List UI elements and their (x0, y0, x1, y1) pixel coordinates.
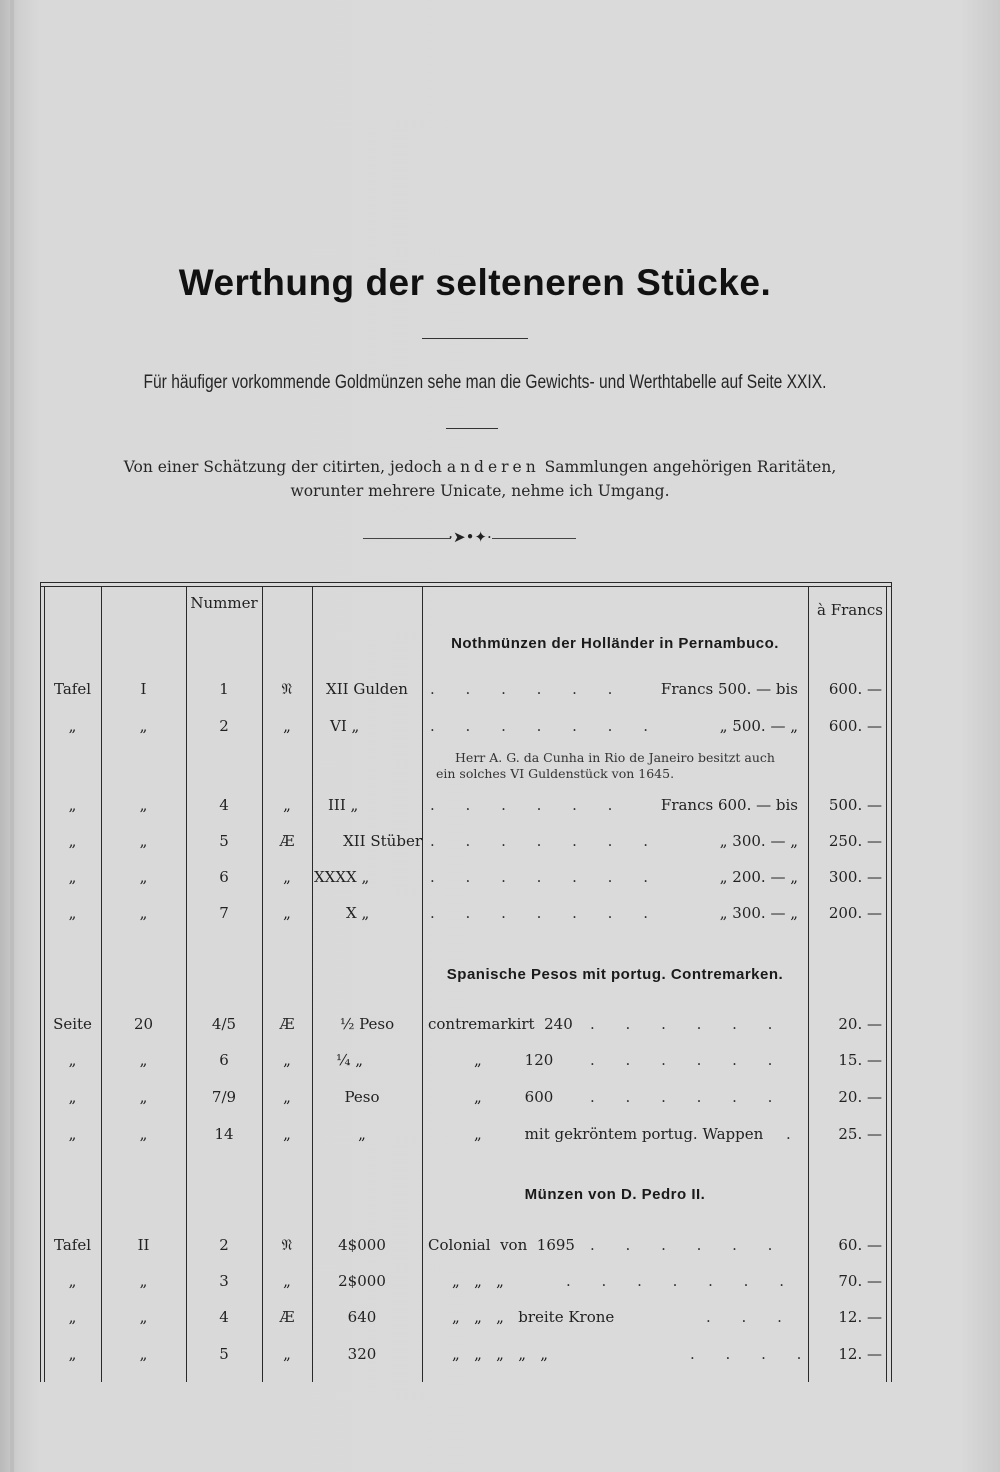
cell-ref: „ (68, 832, 77, 850)
cell-denomination: XII Gulden (326, 680, 408, 698)
table-left-border (40, 582, 41, 1382)
cell-plate: „ (139, 796, 148, 814)
cell-value: 20. — (838, 1088, 882, 1106)
cell-leader-dots: . . . . . . . (430, 868, 661, 886)
row-footnote-line1: Herr A. G. da Cunha in Rio de Janeiro besitzt auch (455, 750, 775, 765)
intro-note-part1: Von einer Schätzung der citirten, jedoch (123, 458, 442, 476)
cell-metal: 𝔑 (281, 1236, 293, 1254)
cell-plate: I (140, 680, 147, 698)
cell-ref: Tafel (53, 680, 91, 698)
table-right-border-inner (886, 586, 887, 1382)
cell-denomination: 4$000 (338, 1236, 386, 1254)
cell-ref: „ (68, 1051, 77, 1069)
cell-number: 1 (219, 680, 229, 698)
page-title: Werthung der selteneren Stücke. (178, 262, 772, 303)
cell-leader-dots: . . . . . . (590, 1088, 786, 1106)
cell-denomination: 320 (347, 1345, 377, 1363)
col-divider-3 (262, 586, 263, 1382)
table-right-border (891, 582, 892, 1382)
cell-denomination: ½ Peso (339, 1015, 395, 1033)
cell-leader-dots: . . . . . . (590, 1051, 786, 1069)
cell-text: „ „ „ „ „ (452, 1345, 549, 1363)
page-spine-edge (10, 0, 14, 1472)
cell-denomination: XII Stüber (343, 832, 422, 850)
cell-value: 25. — (838, 1125, 882, 1143)
cell-metal: „ (283, 1088, 291, 1106)
cell-value: 12. — (838, 1345, 882, 1363)
cell-plate: II (137, 1236, 150, 1254)
section-title: Spanische Pesos mit portug. Contremarken. (446, 966, 784, 983)
cell-leader-dots: . . . . (690, 1345, 815, 1363)
subtitle-divider (446, 428, 498, 429)
cell-plate: 20 (133, 1015, 154, 1033)
cell-plate: „ (139, 904, 148, 922)
cell-denomination: VI „ (330, 717, 360, 735)
cell-value: 600. — (828, 717, 882, 735)
subtitle: Für häufiger vorkommende Goldmünzen sehe man die Gewichts- und Werthtabelle auf Seite XXIX. (143, 372, 827, 393)
table-left-border-inner (44, 586, 45, 1382)
cell-denomination: Peso (344, 1088, 380, 1106)
cell-number: 2 (219, 1236, 229, 1254)
cell-text: contremarkirt 240 (428, 1015, 573, 1033)
cell-denomination: „ (358, 1125, 366, 1143)
cell-ref: „ (68, 717, 77, 735)
table-top-border (40, 582, 892, 583)
cell-leader-dots: . . . . . . . (430, 904, 661, 922)
cell-number: 3 (219, 1272, 229, 1290)
col-divider-4 (312, 586, 313, 1382)
cell-leader-dots: . . . . . . (430, 796, 626, 814)
cell-leader-dots: . . . . . . . (566, 1272, 797, 1290)
cell-denomination: XXXX „ (314, 868, 370, 886)
cell-ref: „ (68, 1088, 77, 1106)
cell-number: 14 (214, 1125, 234, 1143)
cell-denomination: X „ (346, 904, 370, 922)
cell-number: 7/9 (211, 1088, 237, 1106)
cell-text: „ 300. — „ (719, 832, 798, 850)
cell-number: 4/5 (211, 1015, 237, 1033)
cell-text: „ „ „ breite Krone (452, 1308, 615, 1326)
cell-metal: „ (283, 796, 291, 814)
cell-denomination: 2$000 (338, 1272, 386, 1290)
cell-text: „ 600 (474, 1088, 554, 1106)
section-title: Münzen von D. Pedro II. (524, 1186, 706, 1203)
cell-plate: „ (139, 1051, 148, 1069)
cell-leader-dots: . . . . . . . (430, 832, 661, 850)
cell-metal: Æ (279, 1015, 295, 1033)
cell-metal: 𝔑 (281, 680, 293, 698)
cell-ref: „ (68, 796, 77, 814)
cell-value: 12. — (838, 1308, 882, 1326)
cell-metal: Æ (279, 1308, 295, 1326)
cell-value: 70. — (838, 1272, 882, 1290)
cell-text: „ 300. — „ (719, 904, 798, 922)
cell-denomination: 640 (347, 1308, 377, 1326)
cell-metal: „ (283, 717, 291, 735)
cell-leader-dots: . (786, 1125, 804, 1143)
row-footnote-line2: ein solches VI Guldenstück von 1645. (436, 766, 675, 781)
intro-note (100, 455, 860, 503)
cell-number: 6 (219, 868, 229, 886)
col-divider-5 (422, 586, 423, 1382)
header-nummer: Nummer (190, 594, 258, 612)
cell-value: 300. — (828, 868, 882, 886)
cell-text: „ 120 (474, 1051, 554, 1069)
cell-plate: „ (139, 868, 148, 886)
cell-plate: „ (139, 1088, 148, 1106)
cell-ref: Tafel (53, 1236, 91, 1254)
cell-ref: Seite (53, 1015, 92, 1033)
cell-ref: „ (68, 868, 77, 886)
cell-text: Francs 600. — bis (660, 796, 798, 814)
section-title: Nothmünzen der Holländer in Pernambuco. (451, 635, 779, 652)
cell-text: „ 500. — „ (719, 717, 798, 735)
cell-value: 20. — (838, 1015, 882, 1033)
cell-ref: „ (68, 1308, 77, 1326)
cell-leader-dots: . . . . . . . (430, 717, 661, 735)
cell-metal: „ (283, 1051, 291, 1069)
cell-text: Colonial von 1695 (428, 1236, 575, 1254)
cell-metal: „ (283, 1345, 291, 1363)
intro-note-line2: worunter mehrere Unicate, nehme ich Umgang. (290, 482, 670, 500)
cell-number: 6 (219, 1051, 229, 1069)
cell-leader-dots: . . . . . . (590, 1236, 786, 1254)
ornament-line-right (492, 538, 576, 539)
cell-plate: „ (139, 1345, 148, 1363)
ornament-icon: ·➤•✦· (448, 528, 492, 546)
cell-plate: „ (139, 1308, 148, 1326)
col-divider-1 (101, 586, 102, 1382)
cell-ref: „ (68, 1125, 77, 1143)
table-top-border-inner (40, 586, 892, 587)
cell-number: 4 (219, 796, 229, 814)
col-divider-6 (808, 586, 809, 1382)
cell-metal: Æ (279, 832, 295, 850)
cell-denomination: ¼ „ (336, 1051, 364, 1069)
cell-value: 60. — (838, 1236, 882, 1254)
cell-metal: „ (283, 868, 291, 886)
cell-metal: „ (283, 1272, 291, 1290)
cell-plate: „ (139, 1125, 148, 1143)
header-francs: à Francs (817, 601, 883, 619)
ornament-line-left (363, 538, 451, 539)
cell-number: 4 (219, 1308, 229, 1326)
cell-ref: „ (68, 1345, 77, 1363)
cell-number: 7 (219, 904, 229, 922)
cell-leader-dots: . . . (706, 1308, 795, 1326)
cell-number: 5 (219, 832, 229, 850)
cell-ref: „ (68, 1272, 77, 1290)
cell-value: 600. — (828, 680, 882, 698)
cell-value: 250. — (828, 832, 882, 850)
cell-value: 200. — (828, 904, 882, 922)
cell-plate: „ (139, 1272, 148, 1290)
cell-number: 5 (219, 1345, 229, 1363)
cell-plate: „ (139, 832, 148, 850)
cell-metal: „ (283, 904, 291, 922)
cell-text: „ mit gekröntem portug. Wappen (474, 1125, 764, 1143)
cell-leader-dots: . . . . . . (430, 680, 626, 698)
cell-value: 15. — (838, 1051, 882, 1069)
cell-ref: „ (68, 904, 77, 922)
cell-leader-dots: . . . . . . (590, 1015, 786, 1033)
cell-value: 500. — (828, 796, 882, 814)
cell-plate: „ (139, 717, 148, 735)
cell-text: Francs 500. — bis (660, 680, 798, 698)
cell-metal: „ (283, 1125, 291, 1143)
title-divider (422, 338, 528, 339)
col-divider-2 (186, 586, 187, 1382)
intro-note-emph: anderen (446, 458, 540, 476)
cell-text: „ „ „ (452, 1272, 504, 1290)
intro-note-part2: Sammlungen angehörigen Raritäten, (544, 458, 837, 476)
cell-denomination: III „ (328, 796, 359, 814)
cell-number: 2 (219, 717, 229, 735)
cell-text: „ 200. — „ (719, 868, 798, 886)
